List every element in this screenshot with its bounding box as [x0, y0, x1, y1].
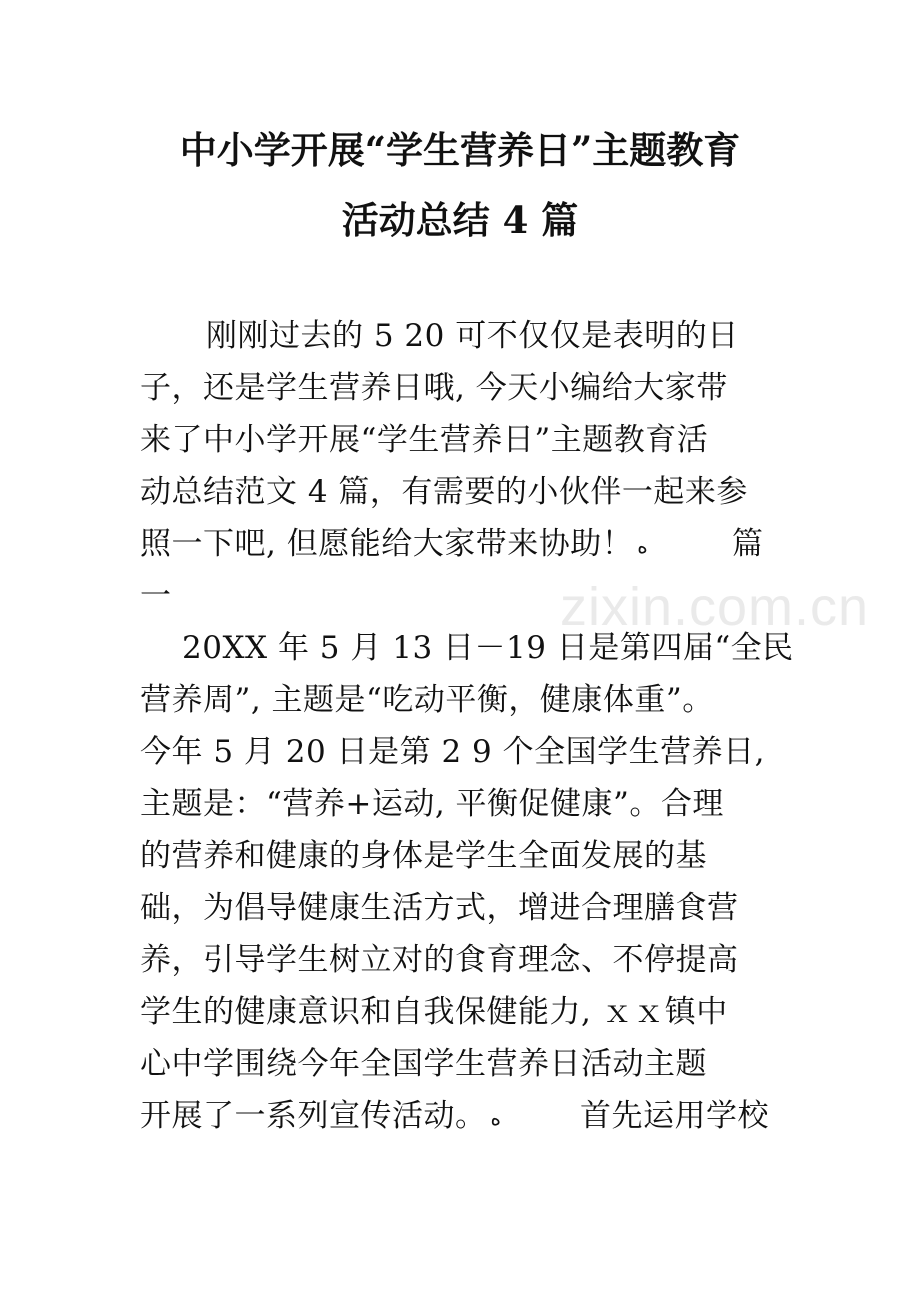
body-line: [140, 1098, 505, 1136]
document-title-line-1: 中小学开展“学生营养日”主题教育: [179, 128, 741, 172]
body-line-text: 开展了一系列宣传活动。: [140, 1098, 487, 1134]
body-line: [140, 526, 652, 564]
body-line: 来了中小学开展“学生营养日”主题教育活: [140, 422, 709, 458]
body-line: 营养周”, 主题是“吃动平衡，健康体重”。: [140, 682, 714, 718]
body-line: 20XX 年 5 月 13 日－19 日是第四届“全民: [182, 630, 794, 666]
body-line: 主题是：“营养+运动, 平衡促健康”。合理: [140, 786, 724, 822]
body-line: 一: [140, 578, 172, 614]
body-line: 今年 5 月 20 日是第 2 9 个全国学生营养日,: [140, 734, 765, 770]
paragraph-mark-icon: ﻩ: [490, 1105, 501, 1130]
watermark: zixin.com.cn: [560, 577, 870, 637]
body-line: 学生的健康意识和自我保健能力, ｘｘ镇中: [140, 994, 728, 1030]
body-line: 动总结范文 4 篇，有需要的小伙伴一起来参: [140, 474, 748, 510]
document-title-line-2: 活动总结 4 篇: [341, 198, 579, 242]
body-line: 刚刚过去的 5 20 可不仅仅是表明的日: [206, 318, 739, 354]
body-line: 子，还是学生营养日哦, 今天小编给大家带: [140, 370, 728, 406]
body-line: 篇: [732, 526, 764, 562]
body-line: 的营养和健康的身体是学生全面发展的基: [140, 838, 707, 874]
paragraph-mark-icon: ﻩ: [637, 533, 648, 558]
body-line-text: 照一下吧, 但愿能给大家带来协助！: [140, 526, 634, 562]
body-line: 础，为倡导健康生活方式，增进合理膳食营: [140, 890, 739, 926]
body-line: 养，引导学生树立对的食育理念、不停提高: [140, 942, 739, 978]
body-line: 首先运用学校: [580, 1098, 769, 1134]
body-line: 心中学围绕今年全国学生营养日活动主题: [140, 1046, 707, 1082]
